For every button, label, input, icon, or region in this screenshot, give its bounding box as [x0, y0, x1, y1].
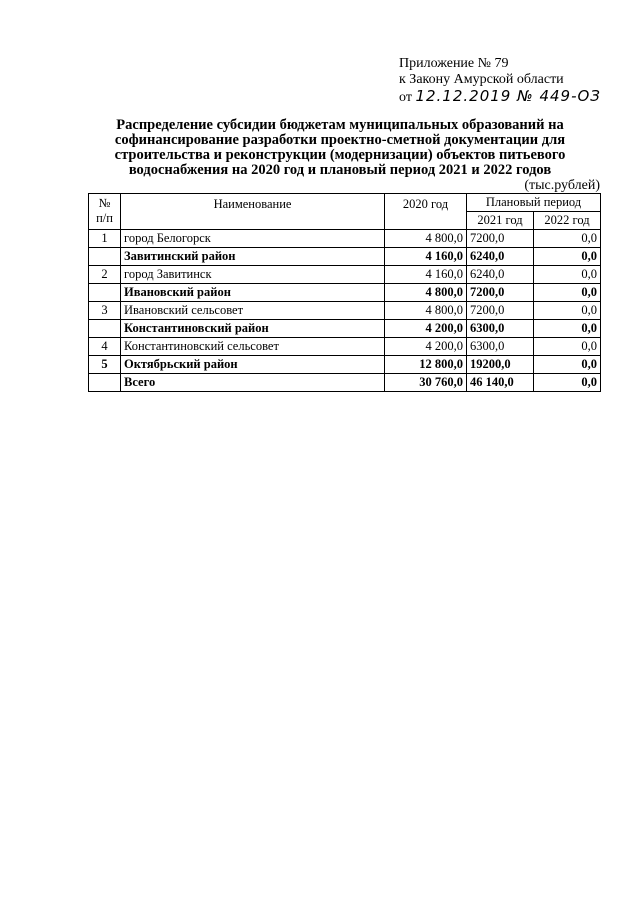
row-name: Октябрьский район — [121, 356, 385, 374]
row-number — [89, 248, 121, 266]
row-value-2021: 7200,0 — [467, 230, 534, 248]
row-name: Константиновский район — [121, 320, 385, 338]
row-number — [89, 320, 121, 338]
appendix-law-reference: к Закону Амурской области — [399, 72, 564, 87]
row-value-2020: 4 160,0 — [385, 266, 467, 284]
row-value-2022: 0,0 — [534, 284, 601, 302]
table-row — [89, 338, 601, 356]
table-row — [89, 248, 601, 266]
appendix-header — [399, 56, 601, 106]
row-value-2021: 6240,0 — [467, 266, 534, 284]
row-value-2022: 0,0 — [534, 266, 601, 284]
row-value-2022: 0,0 — [534, 320, 601, 338]
table-row — [89, 320, 601, 338]
document-title: Распределение субсидии бюджетам муниципальных образований на софинансирование разработки проектно-сметной документации для строительства и реконструкции (модернизации) объектов питьевого водоснабжения на 2020 год и плановый период 2021 и 2022 годов — [114, 117, 566, 178]
table-body — [89, 230, 601, 392]
header-2021: 2021 год — [467, 212, 534, 230]
handwritten-date-number: 12.12.2019 № 449-ОЗ — [415, 87, 601, 105]
row-value-2022: 0,0 — [534, 374, 601, 392]
units-label: (тыс.рублей) — [524, 178, 600, 193]
header-planned-period: Плановый период — [467, 194, 601, 212]
row-value-2021: 7200,0 — [467, 302, 534, 320]
row-value-2020: 4 160,0 — [385, 248, 467, 266]
row-number: 2 — [89, 266, 121, 284]
row-number — [89, 284, 121, 302]
row-value-2022: 0,0 — [534, 248, 601, 266]
row-value-2020: 12 800,0 — [385, 356, 467, 374]
row-number: 5 — [89, 356, 121, 374]
row-number: 4 — [89, 338, 121, 356]
row-value-2021: 6240,0 — [467, 248, 534, 266]
header-2020: 2020 год — [385, 194, 467, 230]
table-row — [89, 302, 601, 320]
row-value-2022: 0,0 — [534, 338, 601, 356]
row-name: Константиновский сельсовет — [121, 338, 385, 356]
row-value-2020: 4 800,0 — [385, 284, 467, 302]
table-row — [89, 356, 601, 374]
row-value-2020: 4 800,0 — [385, 230, 467, 248]
header-number-line2: п/п — [96, 211, 113, 225]
appendix-date-prefix: от — [399, 90, 412, 105]
row-number — [89, 374, 121, 392]
row-name: город Завитинск — [121, 266, 385, 284]
subsidy-table — [88, 193, 601, 392]
header-number — [89, 194, 121, 230]
row-value-2020: 4 200,0 — [385, 338, 467, 356]
row-value-2022: 0,0 — [534, 356, 601, 374]
header-number-line1: № — [98, 196, 111, 210]
row-value-2021: 6300,0 — [467, 338, 534, 356]
row-number: 3 — [89, 302, 121, 320]
row-value-2022: 0,0 — [534, 302, 601, 320]
row-value-2020: 4 200,0 — [385, 320, 467, 338]
appendix-number: Приложение № 79 — [399, 56, 509, 71]
row-name: Завитинский район — [121, 248, 385, 266]
row-value-2021: 46 140,0 — [467, 374, 534, 392]
table-row — [89, 266, 601, 284]
row-value-2021: 6300,0 — [467, 320, 534, 338]
row-value-2022: 0,0 — [534, 230, 601, 248]
table-total-row — [89, 374, 601, 392]
header-name: Наименование — [121, 194, 385, 230]
appendix-date-line — [399, 88, 601, 106]
row-name: Всего — [121, 374, 385, 392]
row-name: Ивановский район — [121, 284, 385, 302]
table-header-row — [89, 194, 601, 212]
row-number: 1 — [89, 230, 121, 248]
row-value-2020: 4 800,0 — [385, 302, 467, 320]
header-2022: 2022 год — [534, 212, 601, 230]
row-name: Ивановский сельсовет — [121, 302, 385, 320]
table-row — [89, 230, 601, 248]
row-value-2021: 19200,0 — [467, 356, 534, 374]
row-name: город Белогорск — [121, 230, 385, 248]
table-row — [89, 284, 601, 302]
row-value-2021: 7200,0 — [467, 284, 534, 302]
row-value-2020: 30 760,0 — [385, 374, 467, 392]
